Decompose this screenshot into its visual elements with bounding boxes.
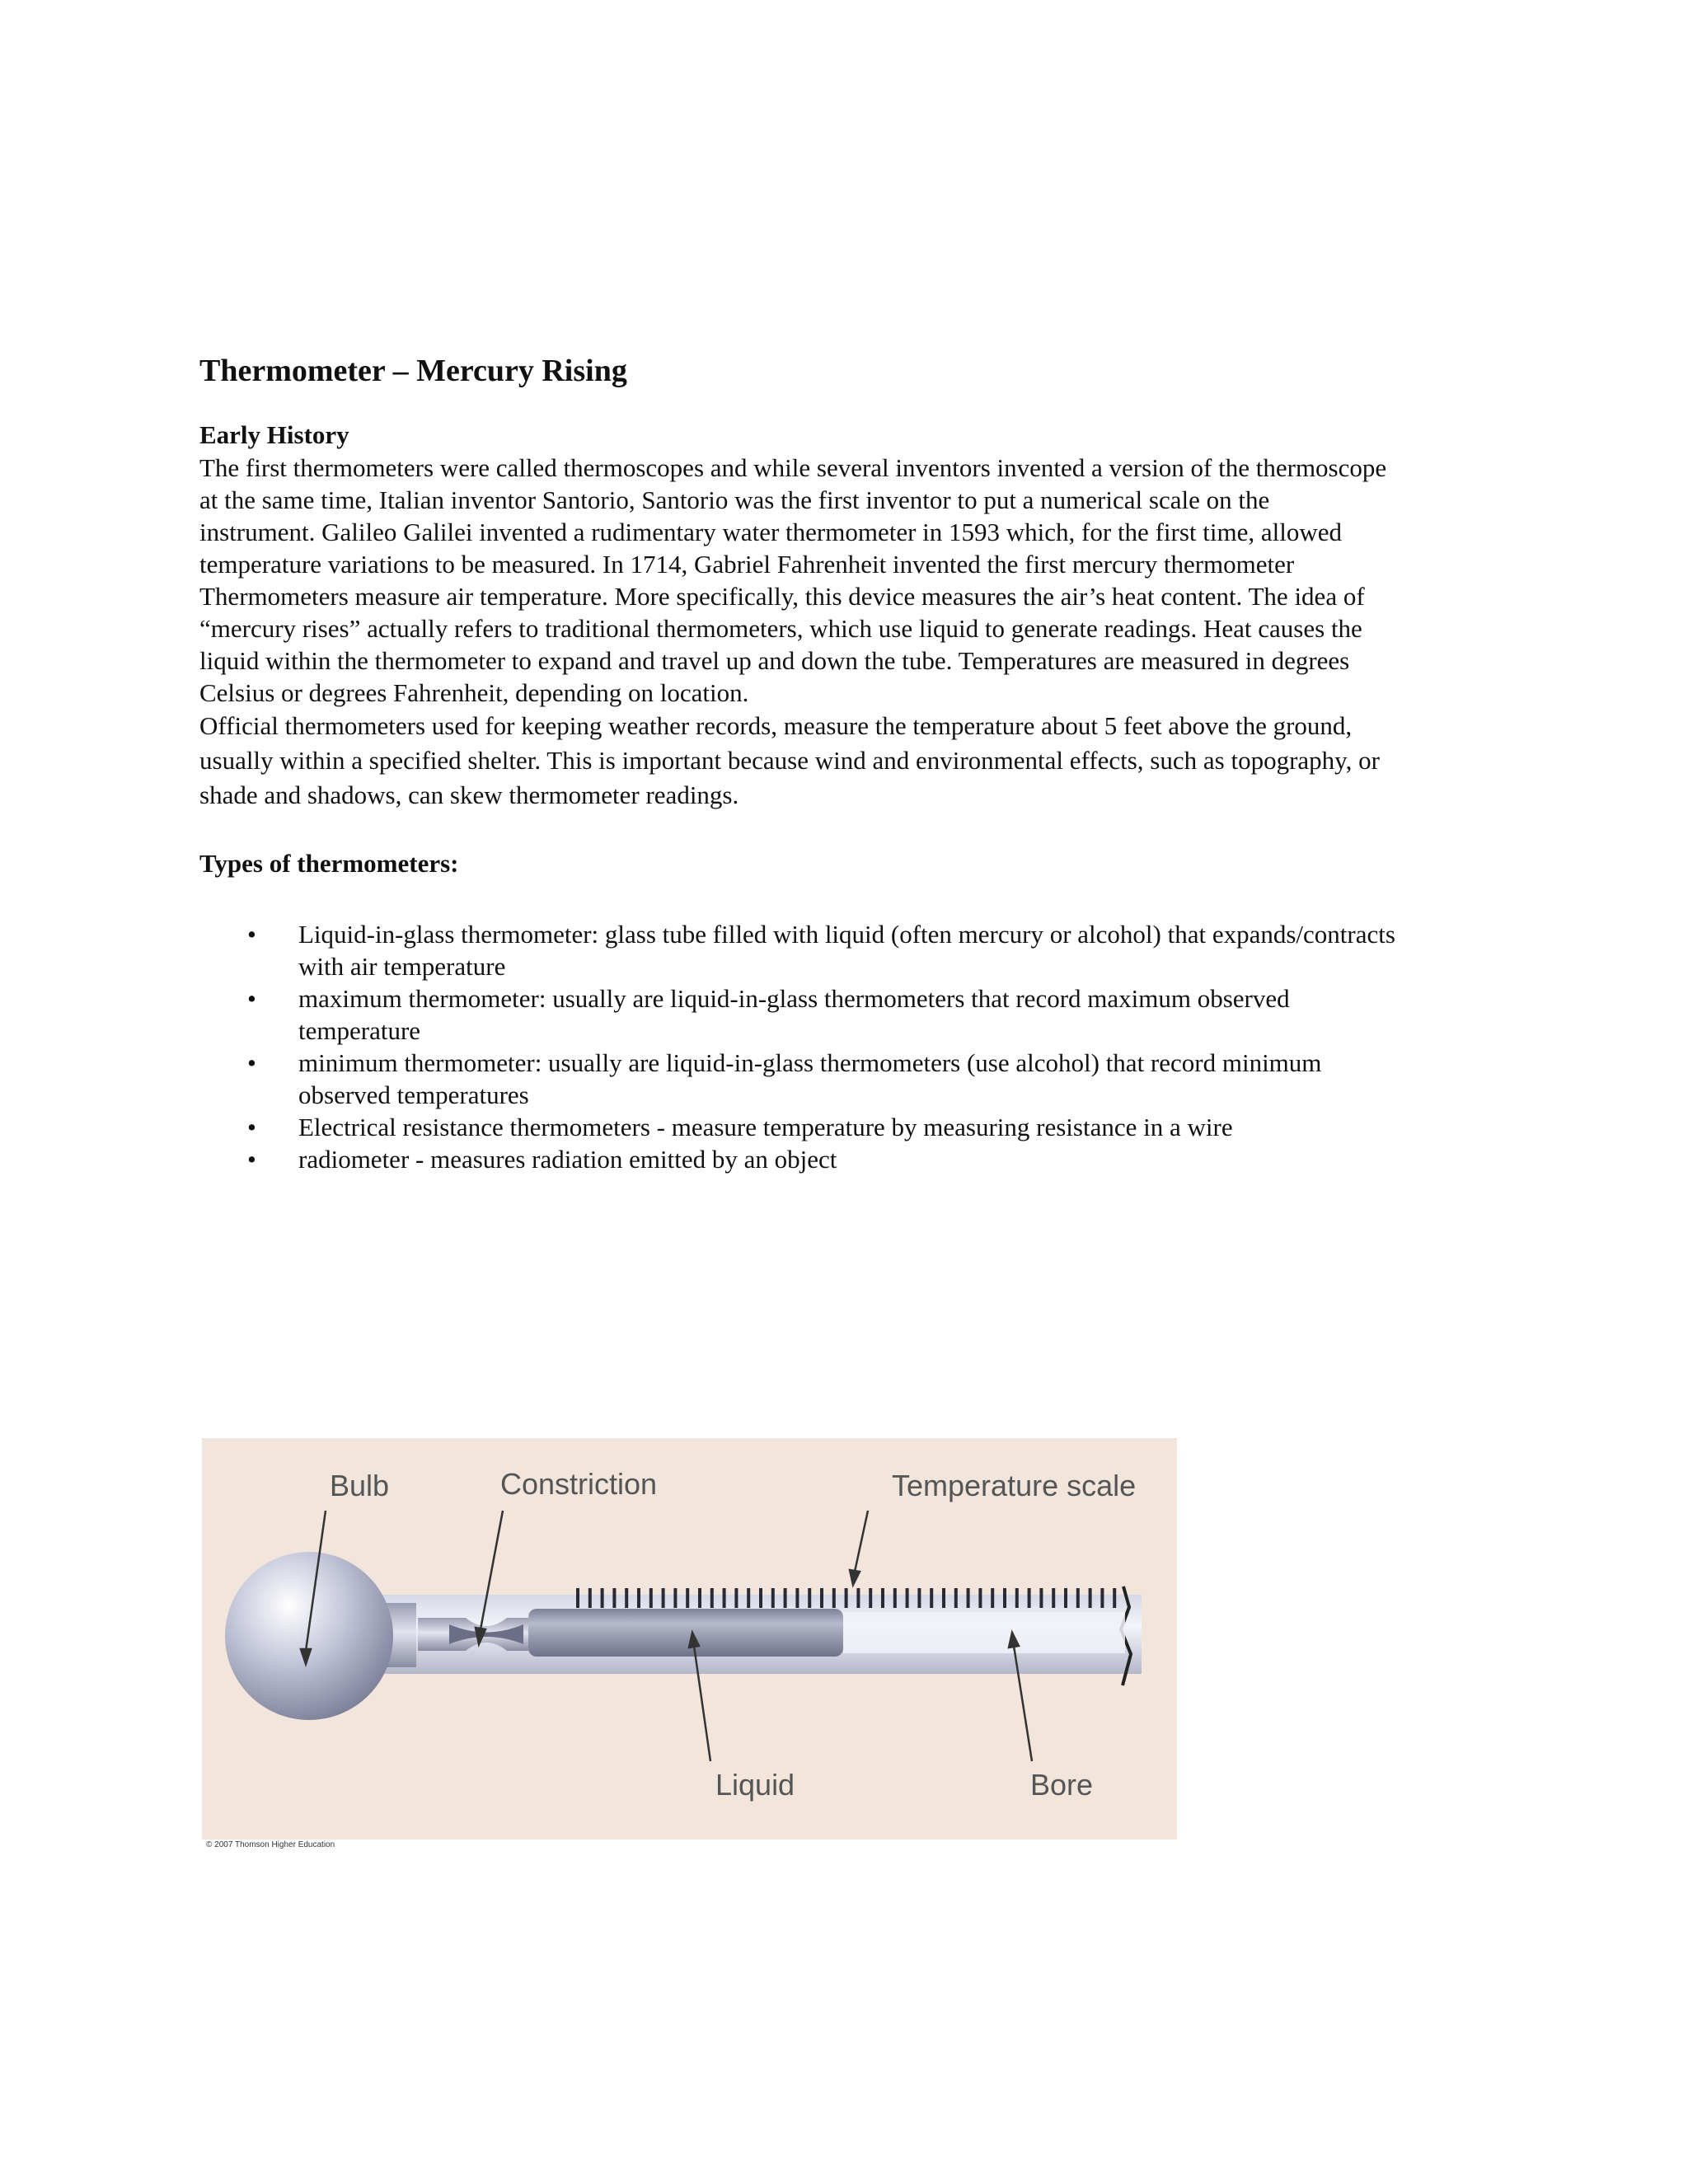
air-temperature-paragraph	[199, 580, 1518, 709]
list-item-line: temperature	[298, 1015, 421, 1045]
label-bore: Bore	[1030, 1768, 1094, 1802]
list-item-line: Liquid-in-glass thermometer: glass tube filled with liquid (often mercury or alcohol) that expands/contracts	[298, 919, 1395, 949]
scale-tick	[673, 1588, 677, 1608]
scale-tick	[576, 1588, 579, 1608]
paragraph-line: shade and shadows, can skew thermometer readings.	[199, 780, 739, 809]
scale-tick	[625, 1588, 628, 1608]
scale-tick	[893, 1588, 897, 1608]
list-item	[199, 1111, 1518, 1143]
scale-tick	[601, 1588, 604, 1608]
bullet-icon: •	[247, 983, 256, 1013]
scale-tick	[1003, 1588, 1006, 1608]
scale-tick	[698, 1588, 701, 1608]
scale-tick	[784, 1588, 787, 1608]
label-constriction: Constriction	[500, 1467, 658, 1501]
official-thermometers-paragraph	[199, 709, 1518, 813]
scale-tick	[747, 1588, 750, 1608]
paragraph-line: Thermometers measure air temperature. More specifically, this device measures the air’s heat content. The idea of	[199, 581, 1365, 611]
bullet-icon: •	[247, 1144, 256, 1174]
list-item-line: maximum thermometer: usually are liquid-in-glass thermometers that record maximum observed	[298, 983, 1290, 1013]
types-list	[199, 918, 1518, 1175]
early-history-section	[199, 419, 1518, 580]
scale-tick	[771, 1588, 775, 1608]
scale-tick	[612, 1588, 616, 1608]
list-item-line: observed temperatures	[298, 1080, 529, 1109]
scale-tick	[1100, 1588, 1104, 1608]
scale-tick	[734, 1588, 738, 1608]
scale-tick	[832, 1588, 836, 1608]
bullet-icon: •	[247, 919, 256, 949]
scale-tick	[856, 1588, 860, 1608]
scale-tick	[930, 1588, 933, 1608]
list-item-line: with air temperature	[298, 951, 506, 981]
scale-arrowhead	[850, 1570, 860, 1585]
scale-tick	[588, 1588, 592, 1608]
scale-tick	[1113, 1588, 1116, 1608]
paragraph-line: The first thermometers were called thermoscopes and while several inventors invented a version of the thermoscope	[199, 452, 1387, 482]
list-item-line: Electrical resistance thermometers - measure temperature by measuring resistance in a wire	[298, 1112, 1233, 1141]
paragraph-line: at the same time, Italian inventor Santorio, Santorio was the first inventor to put a numerical scale on the	[199, 485, 1270, 514]
early-history-heading: Early History	[199, 419, 349, 449]
scale-tick	[845, 1588, 848, 1608]
scale-tick	[1052, 1588, 1055, 1608]
scale-tick	[808, 1588, 811, 1608]
scale-tick	[991, 1588, 994, 1608]
thermometer-diagram	[202, 1438, 1177, 1840]
document-body	[199, 353, 1518, 1175]
scale-tick	[710, 1588, 714, 1608]
bullet-icon: •	[247, 1112, 256, 1141]
scale-tick	[1076, 1588, 1080, 1608]
scale-tick	[795, 1588, 799, 1608]
scale-arrow	[855, 1511, 868, 1572]
scale-tick	[1015, 1588, 1019, 1608]
scale-tick	[942, 1588, 945, 1608]
label-liquid: Liquid	[715, 1768, 795, 1802]
paragraph-line: “mercury rises” actually refers to traditional thermometers, which use liquid to generate readings. Heat causes the	[199, 613, 1362, 643]
scale-tick	[917, 1588, 921, 1608]
page-title: Thermometer – Mercury Rising	[199, 354, 627, 388]
scale-tick	[662, 1588, 665, 1608]
label-bulb: Bulb	[330, 1469, 390, 1502]
scale-tick	[881, 1588, 884, 1608]
scale-tick	[1039, 1588, 1043, 1608]
label-temperature-scale: Temperature scale	[892, 1469, 1137, 1502]
paragraph-line: Official thermometers used for keeping weather records, measure the temperature about 5 feet above the ground,	[199, 710, 1353, 740]
list-item	[199, 1143, 1518, 1175]
thermometer-illustration	[202, 1438, 1177, 1840]
list-item	[199, 1047, 1518, 1111]
scale-tick	[954, 1588, 958, 1608]
types-heading: Types of thermometers:	[199, 848, 459, 878]
figure-credit: © 2007 Thomson Higher Education	[206, 1840, 335, 1849]
scale-tick	[967, 1588, 970, 1608]
scale-tick	[686, 1588, 689, 1608]
paragraph-line: temperature variations to be measured. In 1714, Gabriel Fahrenheit invented the first mercury thermometer	[199, 549, 1295, 579]
scale-tick	[978, 1588, 982, 1608]
list-item	[199, 982, 1518, 1047]
scale-tick	[637, 1588, 640, 1608]
scale-tick	[723, 1588, 726, 1608]
scale-tick	[1028, 1588, 1031, 1608]
list-item	[199, 918, 1518, 982]
scale-tick	[1064, 1588, 1067, 1608]
bulb	[225, 1552, 393, 1720]
paragraph-line: instrument. Galileo Galilei invented a rudimentary water thermometer in 1593 which, for the first time, allowed	[199, 517, 1342, 546]
bore	[843, 1612, 1125, 1653]
paragraph-line: liquid within the thermometer to expand and travel up and down the tube. Temperatures are measured in degrees	[199, 645, 1350, 675]
early-history-paragraph	[199, 452, 1518, 580]
scale-tick	[906, 1588, 909, 1608]
list-item-line: minimum thermometer: usually are liquid-in-glass thermometers (use alcohol) that record minimum	[298, 1047, 1322, 1077]
list-item-line: radiometer - measures radiation emitted by an object	[298, 1144, 837, 1174]
scale-tick	[869, 1588, 872, 1608]
scale-tick	[649, 1588, 653, 1608]
bullet-icon: •	[247, 1047, 256, 1077]
paragraph-line: usually within a specified shelter. This is important because wind and environmental effects, such as topography, or	[199, 745, 1380, 775]
scale-tick	[820, 1588, 823, 1608]
scale-tick	[1089, 1588, 1092, 1608]
scale-tick	[759, 1588, 762, 1608]
liquid-column	[528, 1609, 843, 1657]
paragraph-line: Celsius or degrees Fahrenheit, depending on location.	[199, 677, 749, 707]
